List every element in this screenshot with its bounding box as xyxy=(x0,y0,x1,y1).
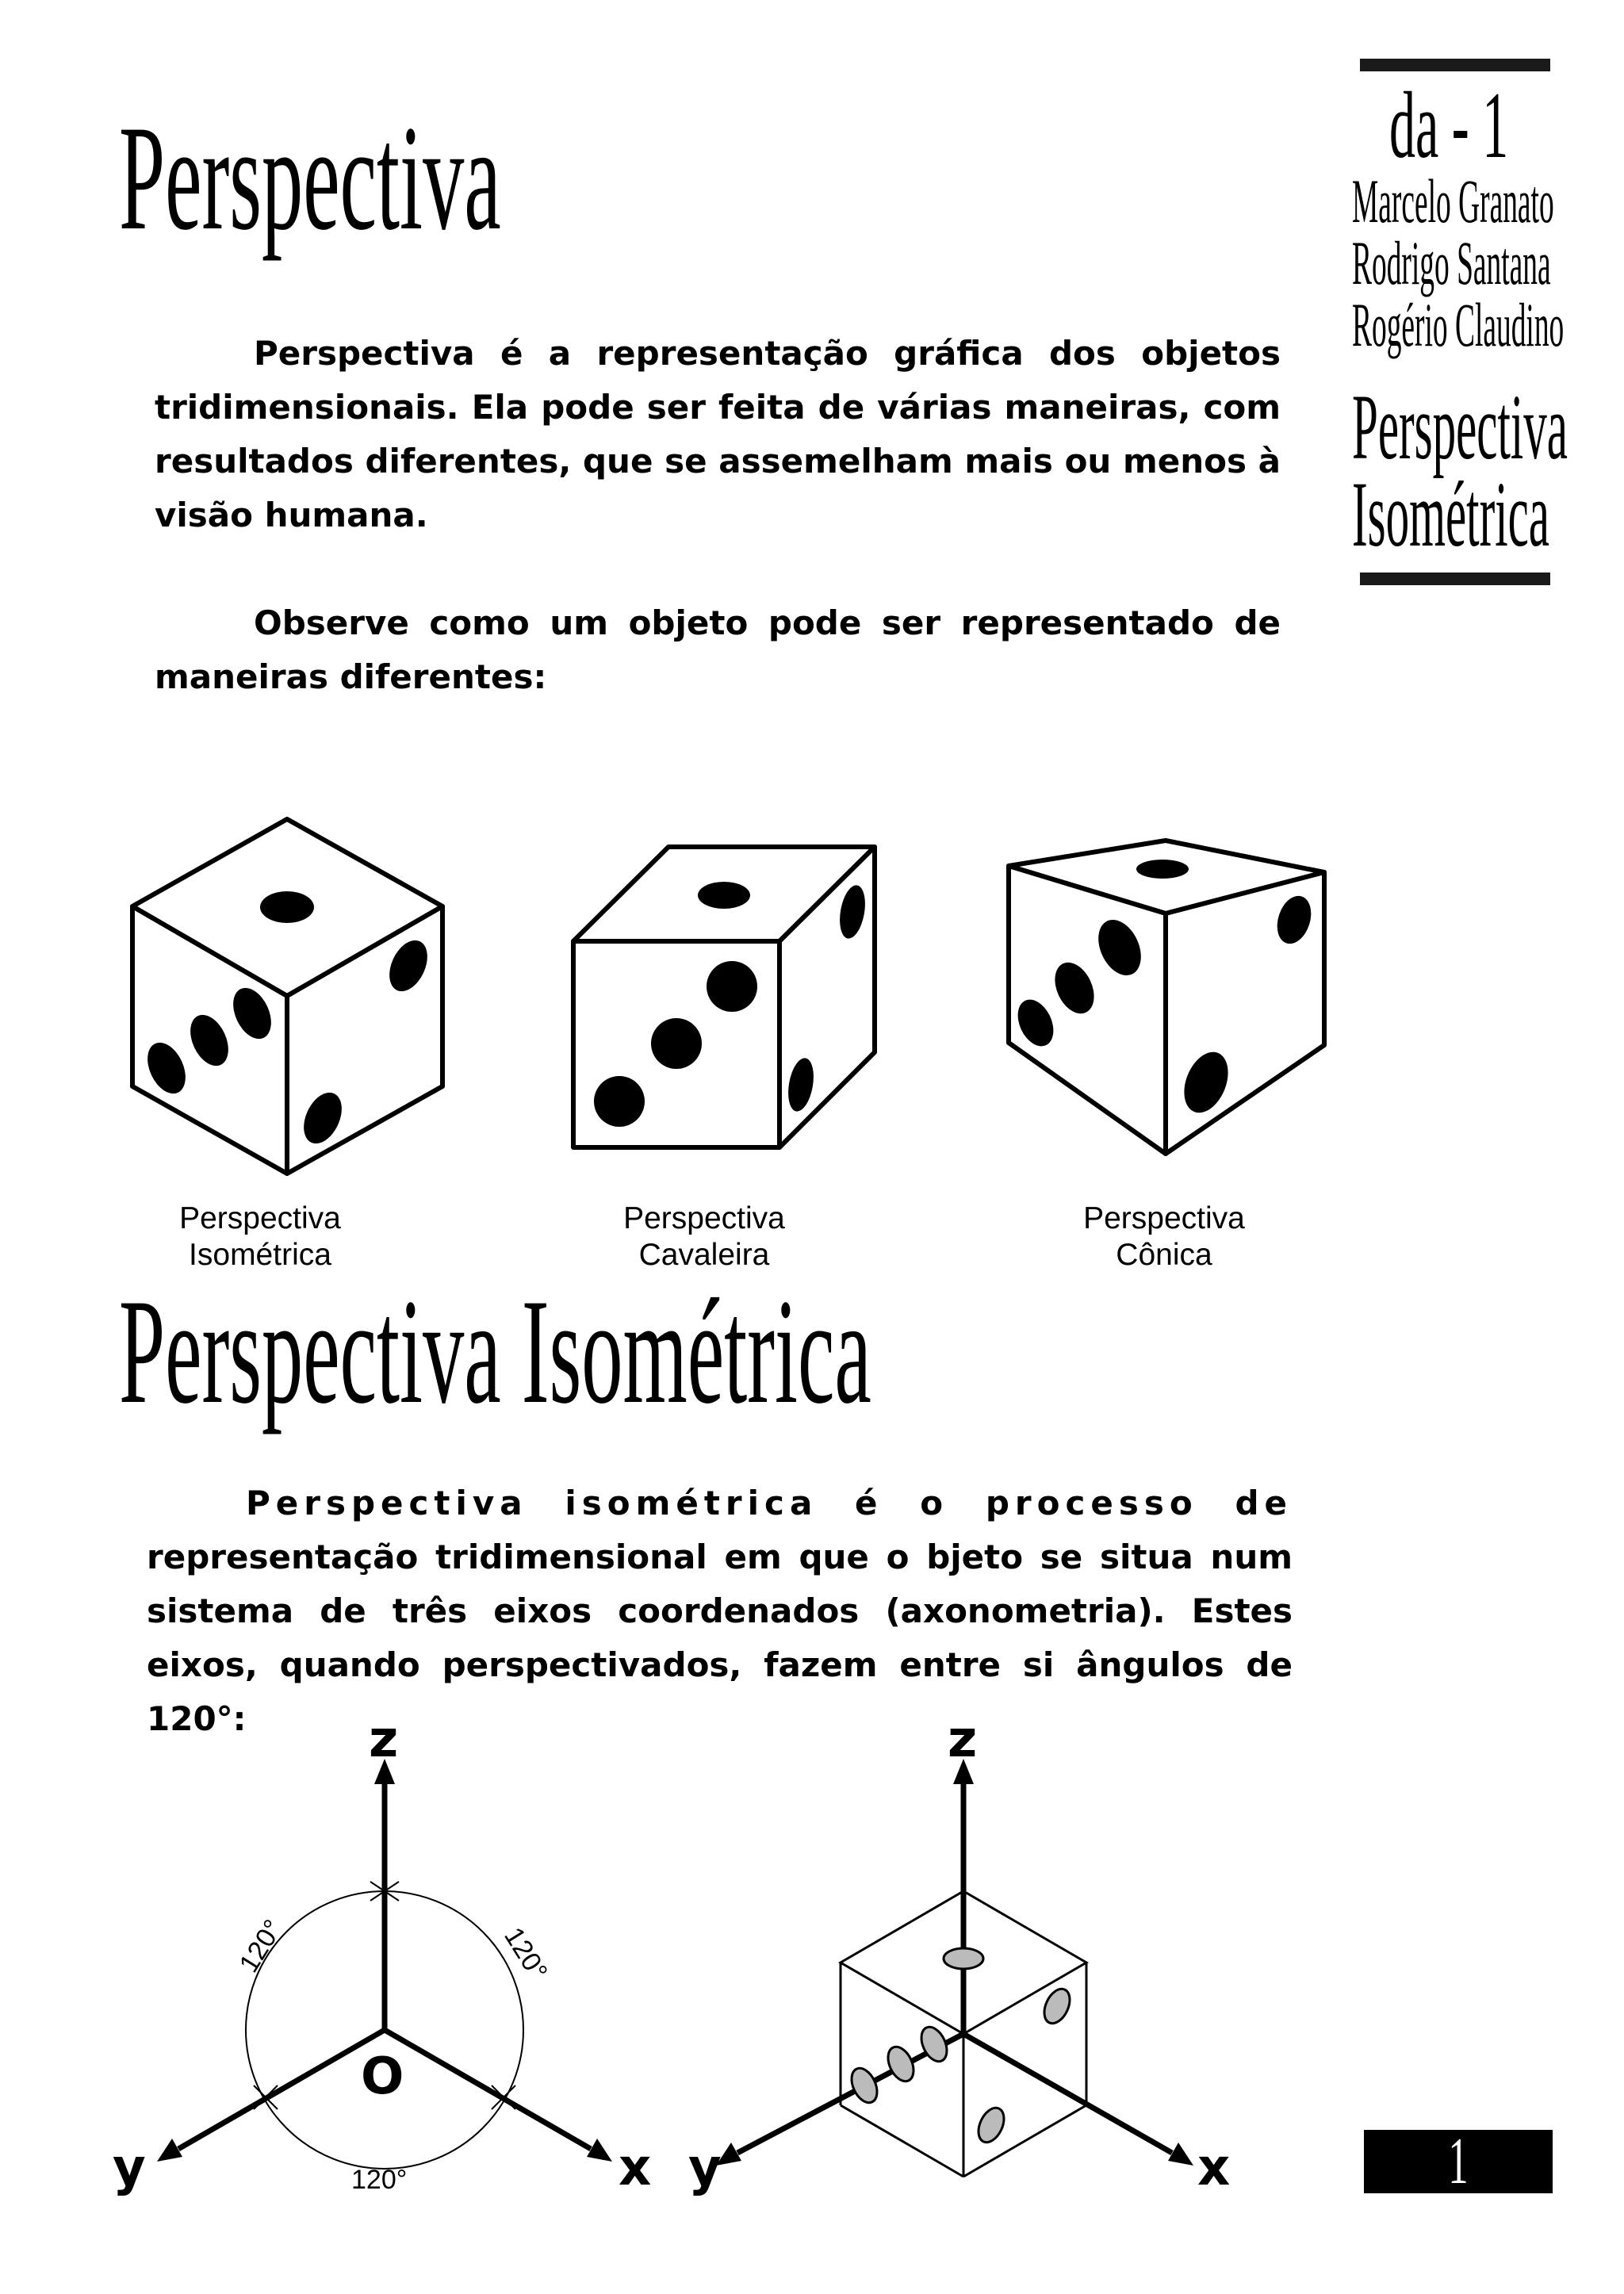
caption-line: Perspectiva xyxy=(1083,1201,1245,1235)
sidebar-subject-line1: Perspectiva xyxy=(1352,375,1568,479)
axis-label-z: z xyxy=(948,1710,978,1769)
angle-label-left: 120° xyxy=(233,1914,289,1978)
sidebar-author: Rodrigo Santana xyxy=(1352,228,1551,297)
sidebar-course-code: da - 1 xyxy=(1389,72,1509,178)
caption-line: Perspectiva xyxy=(179,1201,341,1235)
sidebar-subject-line2: Isométrica xyxy=(1352,462,1549,566)
angle-label-bottom: 120° xyxy=(351,2165,408,2195)
axis-label-x: x xyxy=(1197,2139,1231,2197)
page-number-box xyxy=(1364,2124,1553,2198)
caption-line: Isométrica xyxy=(189,1238,331,1272)
sidebar-author: Rogério Claudino xyxy=(1352,290,1565,359)
caption-line: Perspectiva xyxy=(623,1201,785,1235)
axis-label-y: y xyxy=(688,2139,722,2197)
caption-line: Cônica xyxy=(1116,1238,1212,1272)
cavalier-die-illustration xyxy=(573,847,875,1147)
isometric-die-on-axes xyxy=(716,1759,1193,2177)
section-paragraph-rest: representação tridimensional em que o bjeto se situa num sistema de três eixos coordenados (axonometria). Estes eixos, quando perspectivados, fazem entre si ângulos de 120°: xyxy=(147,1538,1293,1738)
observe-paragraph: Observe como um objeto pode ser representado de maneiras diferentes: xyxy=(155,603,1281,696)
caption-line: Cavaleira xyxy=(638,1238,770,1272)
isometric-die-illustration xyxy=(132,819,442,1174)
axis-label-x: x xyxy=(619,2139,652,2197)
section-paragraph-first-line: Perspectiva isométrica é o processo de xyxy=(246,1484,1293,1522)
section-paragraph xyxy=(147,1476,1293,1746)
page-number: 1 xyxy=(1448,2124,1469,2198)
axis-label-z: z xyxy=(369,1710,399,1769)
caption-cavaleira xyxy=(561,1201,847,1273)
intro-paragraph: Perspectiva é a representação gráfica dos objetos tridimensionais. Ela pode ser feita de várias maneiras, com resultados diferentes, que se assemelham mais ou menos à visão humana. xyxy=(155,334,1281,534)
sidebar-author: Marcelo Granato xyxy=(1352,167,1554,236)
section-title: Perspectiva Isométrica xyxy=(119,1269,871,1435)
angle-label-right: 120° xyxy=(498,1922,553,1986)
caption-conica xyxy=(1021,1201,1307,1273)
axis-origin-label: O xyxy=(361,2047,404,2106)
conic-die-illustration xyxy=(1009,841,1324,1154)
caption-isometrica xyxy=(117,1201,403,1273)
axis-label-y: y xyxy=(113,2139,146,2197)
page-title: Perspectiva xyxy=(119,95,501,262)
